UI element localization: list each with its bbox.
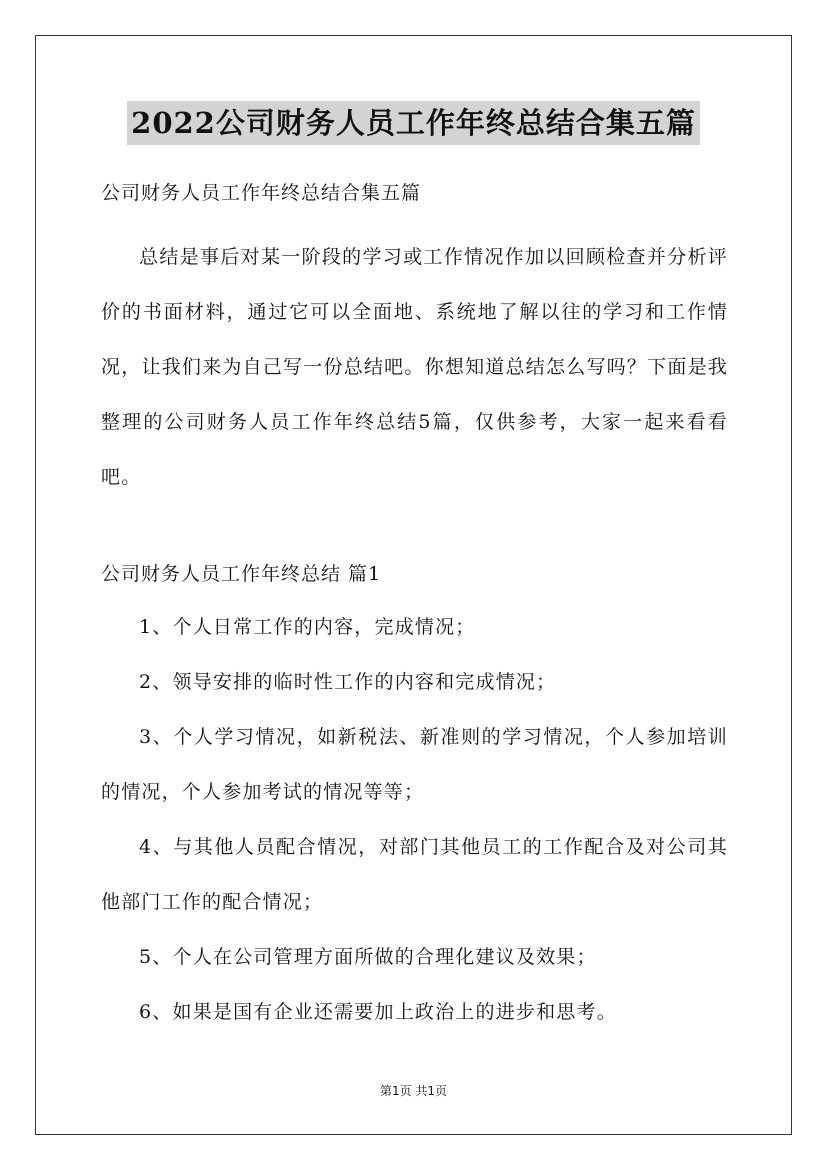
item-list [101,600,728,1040]
list-item: 1、个人日常工作的内容，完成情况； [139,616,476,638]
document-title: 2022公司财务人员工作年终总结合集五篇 [127,101,700,145]
page-footer [0,1082,827,1099]
page-number-label: 第1页 共1页 [379,1084,448,1098]
list-item: 6、如果是国有企业还需要加上政治上的进步和思考。 [139,1001,617,1023]
list-item: 4、与其他人员配合情况，对部门其他员工的工作配合及对公司其他部门工作的配合情况； [101,836,728,913]
document-subtitle: 公司财务人员工作年终总结合集五篇 [101,182,422,204]
list-item: 2、领导安排的临时性工作的内容和完成情况； [139,671,557,693]
title-container [0,101,827,145]
intro-paragraph: 总结是事后对某一阶段的学习或工作情况作加以回顾检查并分析评价的书面材料，通过它可以全面地、系统地了解以往的学习和工作情况，让我们来为自己写一份总结吧。你想知道总结怎么写吗？下面是我整理的公司财务人员工作年终总结5篇，仅供参考，大家一起来看看吧。 [101,246,728,488]
section-title: 公司财务人员工作年终总结 篇1 [101,563,382,585]
list-item: 3、个人学习情况，如新税法、新准则的学习情况，个人参加培训的情况，个人参加考试的情况等等； [101,726,728,803]
list-item: 5、个人在公司管理方面所做的合理化建议及效果； [139,946,597,968]
